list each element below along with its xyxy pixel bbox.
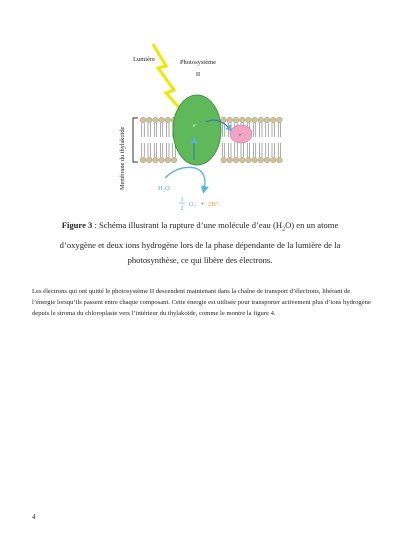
lipid-tail [173,143,175,157]
lipid-head [146,117,152,123]
lipid-tail [142,143,144,157]
lipid-tail [272,143,274,157]
water-split-arrow [165,167,205,190]
lipid-head [246,117,252,123]
lipid-tail [167,143,169,157]
lipid-head [146,157,152,163]
lipid-tail [278,123,280,137]
figure-caption [55,218,345,268]
lipid-head [264,117,270,123]
lipid-head [277,117,283,123]
caption-text-before: : Schéma illustrant la rupture d’une molécule d’eau (H [92,220,283,230]
lipid-tail [167,123,169,137]
lipid-tail [253,143,255,157]
page-number: 4 [32,513,36,521]
lipid-head [252,117,258,123]
photosystem-label-line1: Photosystème [179,59,217,66]
lipid-tail [235,143,237,157]
caption-subscript: 2 [282,226,286,233]
photosystem-ii [173,95,221,165]
half-denominator: 2 [180,206,184,212]
lipid-head [252,157,258,163]
membrane-bracket [133,118,138,162]
body-paragraph: Les électrons qui ont quitté le photosystème II descendent maintenant dans la chaîne de transport d’électrons, libérant de l’énergie lorsqu’ils passent entre chaque composant. Cette énergie est utilisée pour transporter activement plus d’ions hydrogène depuis le stroma du chloroplaste vers l’intérieur du thylakoïde, comme le montre la figure 4. [32,288,371,317]
lipid-head [233,117,239,123]
lipid-tail [222,123,224,137]
lipid-head [153,157,159,163]
lipid-head [165,117,171,123]
lipid-head [233,157,239,163]
lipid-tail [260,143,262,157]
lipid-tail [154,143,156,157]
lipid-head [270,117,276,123]
lipid-tail [229,143,231,157]
lipid-tail [247,143,249,157]
photosystem-label-line2: II [195,71,201,78]
lipid-tail [266,143,268,157]
caption-text-after: O) en un atome d’oxygène et deux ions hydrogène lors de la phase dépendante de la lumière de la photosynthèse, ce qui libère des électrons. [59,220,341,265]
lipid-head [264,157,270,163]
lipid-tail [278,143,280,157]
lipid-head [239,117,245,123]
photosystem-diagram [0,0,400,215]
lipid-head [270,157,276,163]
lipid-tail [241,143,243,157]
lipid-tail [272,123,274,137]
lipid-head [258,157,264,163]
lipid-tail [160,143,162,157]
lipid-tail [253,123,255,137]
light-label: Lumière [133,56,156,63]
carrier-electron-label: e⁻ [239,132,244,137]
lipid-head [221,157,227,163]
lipid-tail [266,123,268,137]
lipid-tail [222,143,224,157]
photosystem-electron-label: e⁻ [193,124,198,129]
lipid-tail [148,143,150,157]
lipid-tail [148,123,150,137]
lipid-tail [260,123,262,137]
lipid-head [258,117,264,123]
lipid-head [227,117,233,123]
lipid-head [165,157,171,163]
lipid-head [239,157,245,163]
lipid-head [159,117,165,123]
lipid-head [277,157,283,163]
water-label: H₂O [158,185,170,192]
oxygen-label: O₂ [189,201,196,208]
lipid-head [171,157,177,163]
lipid-head [140,157,146,163]
half-numerator: 1 [180,197,184,203]
lipid-tail [142,123,144,137]
plus-sign: + [201,201,205,208]
lipid-head [140,117,146,123]
lipid-tail [154,123,156,137]
protons-label: 2H⁺ [208,201,220,208]
lipid-head [159,157,165,163]
figure-label: Figure 3 [61,220,93,230]
lipid-head [227,157,233,163]
lipid-head [246,157,252,163]
membrane-label: Membrane du thylakoïde [119,126,126,190]
lipid-tail [160,123,162,137]
lipid-head [153,117,159,123]
